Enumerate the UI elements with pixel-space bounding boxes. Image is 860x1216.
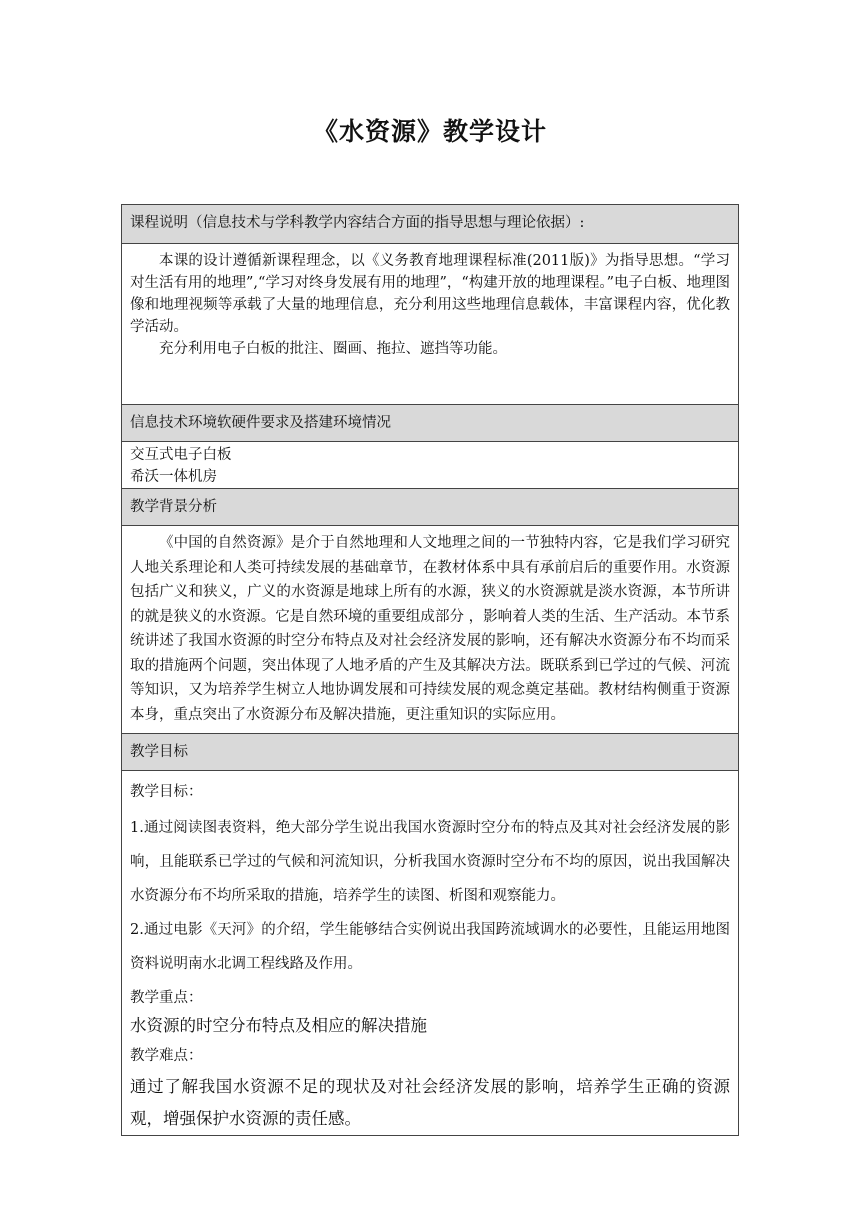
course-heading-row (122, 205, 739, 244)
environment-heading-row (122, 405, 739, 442)
environment-heading: 信息技术环境软硬件要求及搭建环境情况 (122, 405, 739, 442)
lesson-plan-table (121, 204, 739, 1136)
background-body-row (122, 526, 739, 734)
objectives-heading-row (122, 734, 739, 771)
objectives-heading: 教学目标 (122, 734, 739, 771)
course-para-1: 本课的设计遵循新课程理念，以《义务教育地理课程标准(2011版)》为指导思想。“学习对生活有用的地理”,“学习对终身发展有用的地理”，“构建开放的地理课程。”电子白板、地理图像和地理视频等承载了大量的地理信息，充分利用这些地理信息载体，丰富课程内容，优化教学活动。 (130, 253, 730, 335)
difficult-point-label: 教学难点： (130, 1048, 203, 1064)
difficult-point-text: 通过了解我国水资源不足的现状及对社会经济发展的影响，培养学生正确的资源观，增强保护水资源的责任感。 (130, 1077, 730, 1128)
background-heading-row (122, 489, 739, 526)
environment-body (122, 442, 739, 489)
objectives-body (122, 771, 739, 1136)
background-para: 《中国的自然资源》是介于自然地理和人文地理之间的一节独特内容，它是我们学习研究人地关系理论和人类可持续发展的基础章节，在教材体系中具有承前启后的重要作用。水资源包括广义和狭义，广义的水资源是地球上所有的水源，狭义的水资源就是淡水资源，本节所讲的就是狭义的水资源。它是自然环境的重要组成部分 ，影响着人类的生活、生产活动。本节系统讲述了我国水资源的时空分布特点及对社会经济发展的影响，还有解决水资源分布不均而采取的措施两个问题，突出体现了人地矛盾的产生及其解决方法。既联系到已学过的气候、河流等知识，又为培养学生树立人地协调发展和可持续发展的观念奠定基础。教材结构侧重于资源本身，重点突出了水资源分布及解决措施，更注重知识的实际应用。 (130, 535, 730, 723)
goal-label: 教学目标： (130, 784, 203, 800)
goal-item-2: 2.通过电影《天河》的介绍，学生能够结合实例说出我国跨流域调水的必要性，且能运用地图资料说明南水北调工程线路及作用。 (130, 922, 730, 972)
key-point-text: 水资源的时空分布特点及相应的解决措施 (130, 1016, 427, 1035)
environment-body-row (122, 442, 739, 489)
course-para-2: 充分利用电子白板的批注、圈画、拖拉、遮挡等功能。 (159, 341, 507, 357)
environment-line-2: 希沃一体机房 (130, 469, 217, 485)
key-point-label: 教学重点： (130, 990, 203, 1006)
background-body (122, 526, 739, 734)
course-heading: 课程说明（信息技术与学科教学内容结合方面的指导思想与理论依据）: (122, 205, 739, 244)
document-title: 《水资源》教学设计 (312, 117, 547, 146)
course-body-row (122, 244, 739, 405)
objectives-body-row (122, 771, 739, 1136)
course-body (122, 244, 739, 405)
background-heading: 教学背景分析 (122, 489, 739, 526)
goal-item-1: 1.通过阅读图表资料，绝大部分学生说出我国水资源时空分布的特点及其对社会经济发展的影响，且能联系已学过的气候和河流知识，分析我国水资源时空分布不均的原因，说出我国解决水资源分布不均所采取的措施，培养学生的读图、析图和观察能力。 (130, 820, 730, 904)
environment-line-1: 交互式电子白板 (130, 447, 232, 463)
